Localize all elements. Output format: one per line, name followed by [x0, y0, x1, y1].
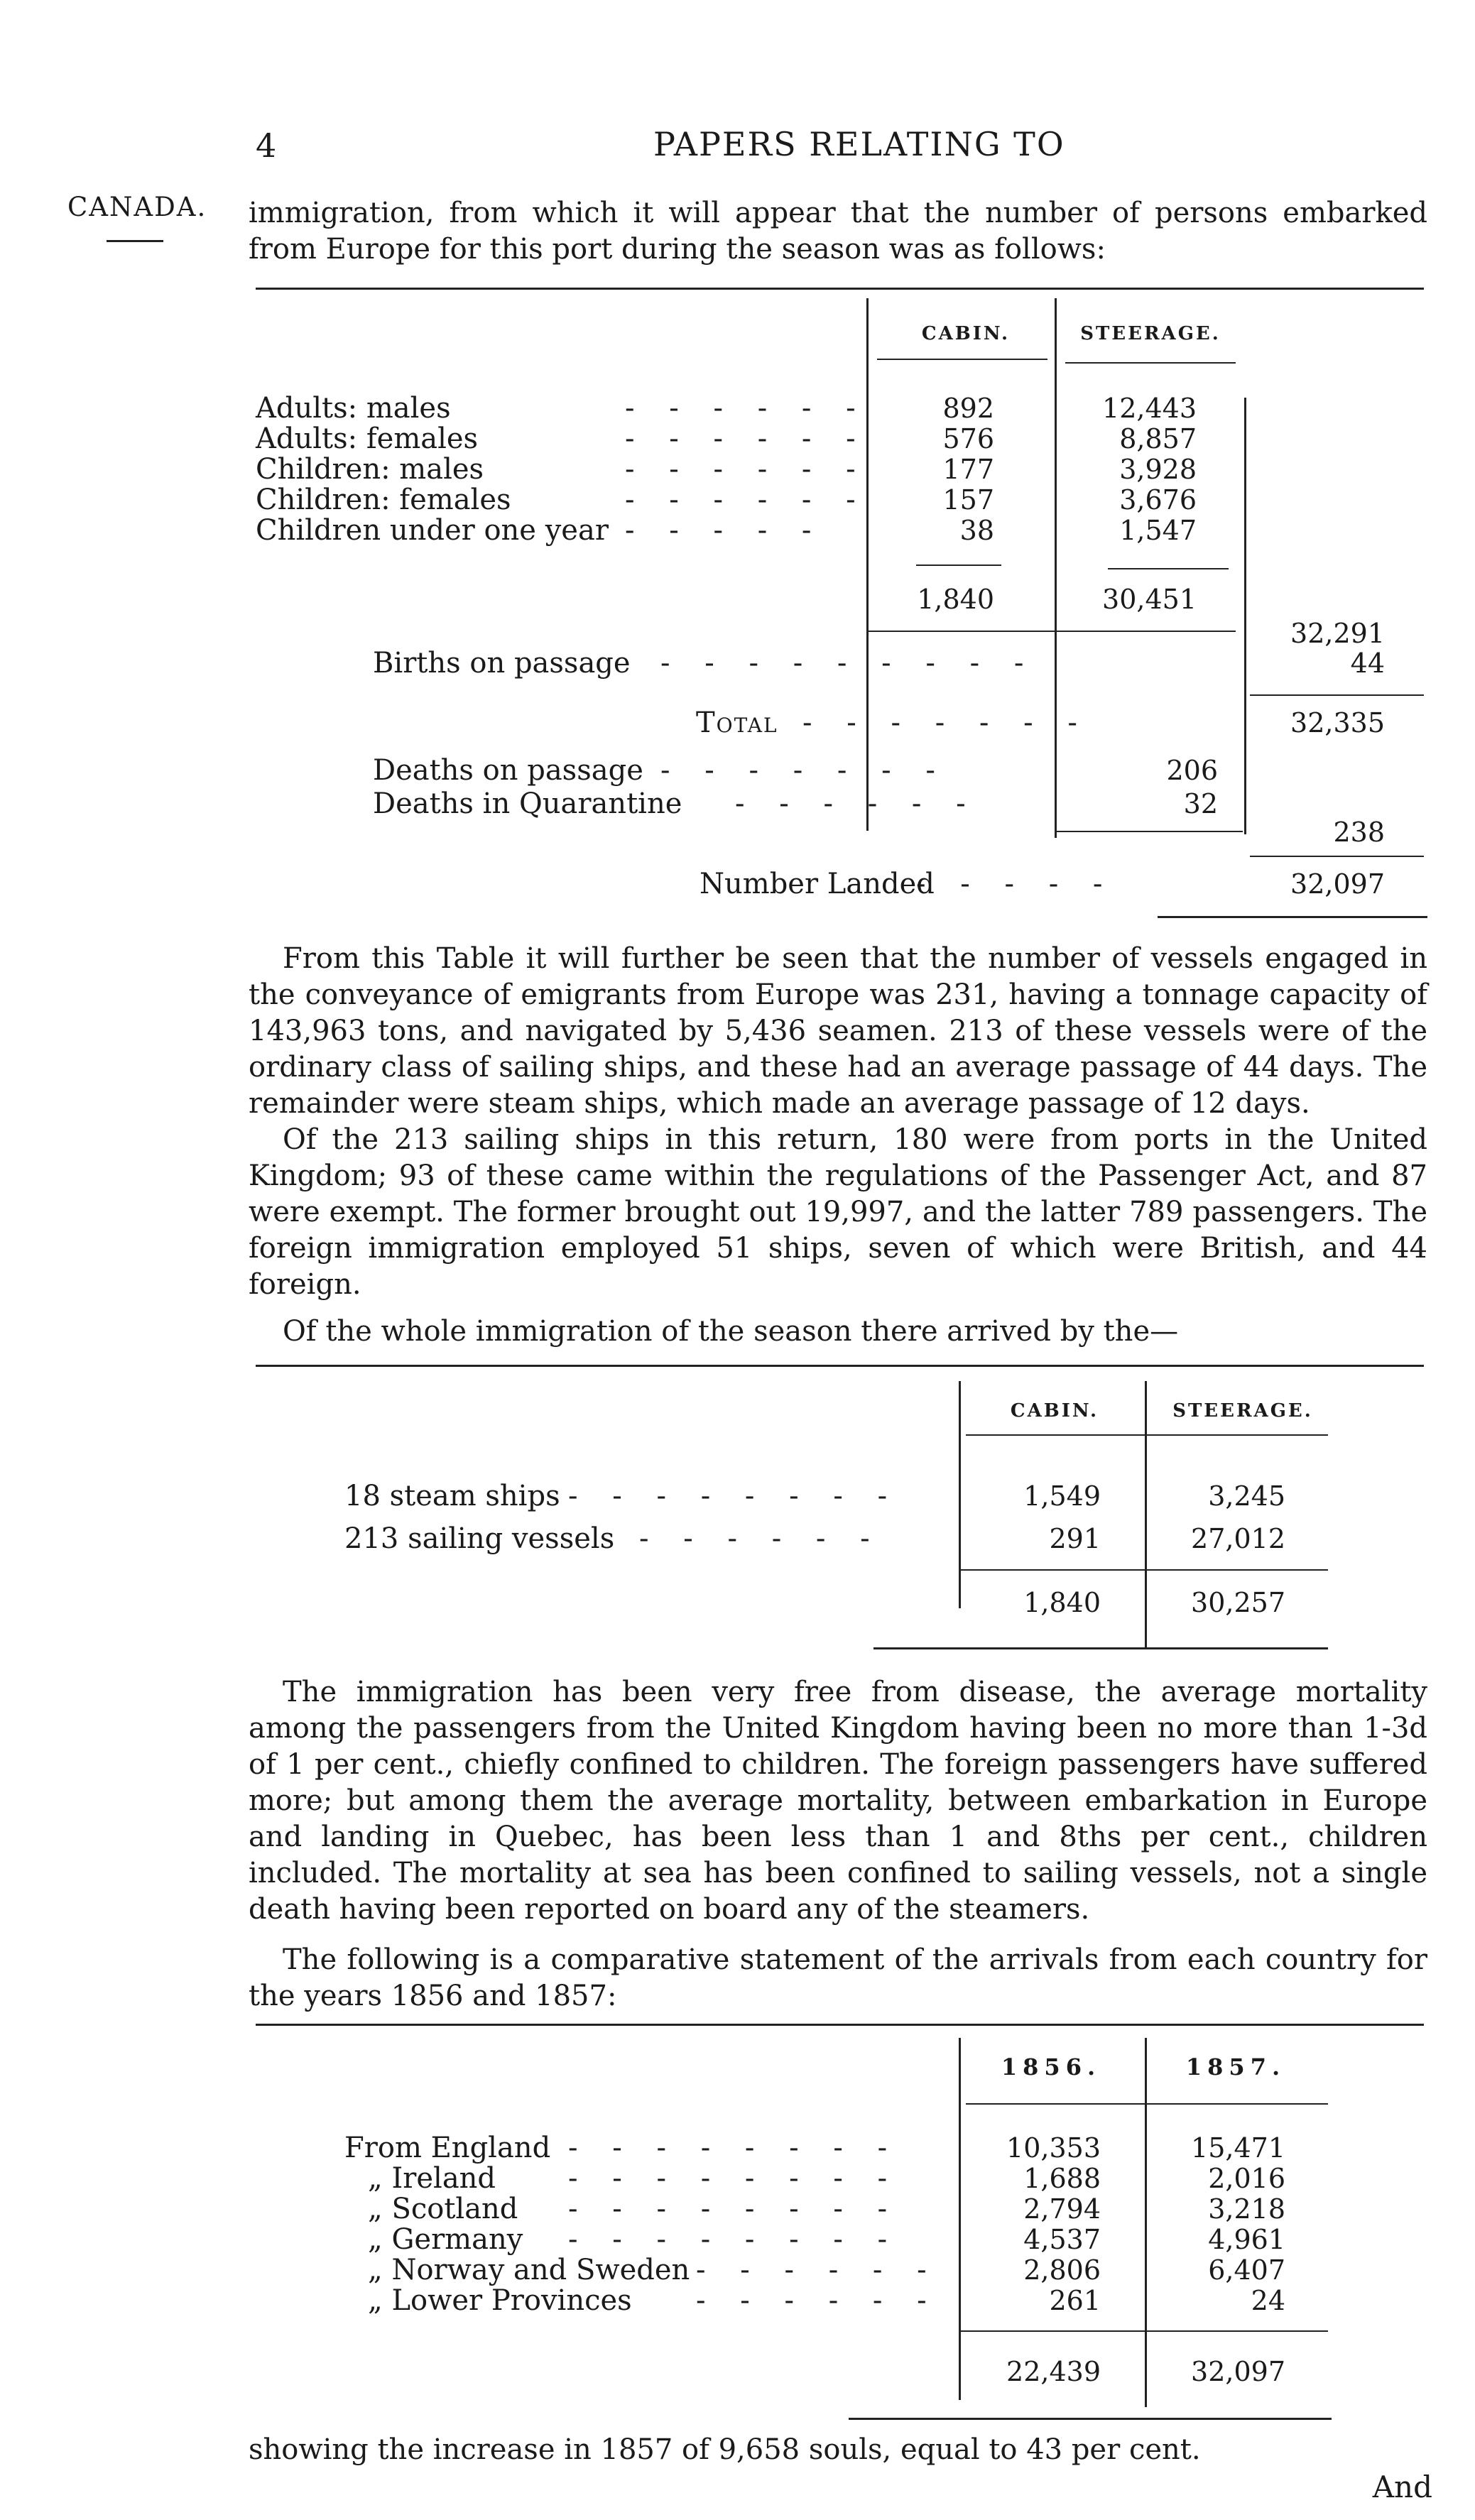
catchword: And [1372, 2470, 1432, 2504]
margin-note-rule [107, 240, 163, 242]
table2-row-steerage: 3,245 [1208, 1480, 1285, 1512]
table3-row-label: „ Ireland [368, 2162, 496, 2195]
paragraph-comparative: The following is a comparative statement of the arrivals from each country for the years 1856 and 1857: [249, 1943, 1427, 2012]
table3-row-1856: 1,688 [1023, 2163, 1101, 2194]
table1-row-steerage: 1,547 [1119, 515, 1197, 546]
table3-row-label: „ Norway and Sweden [368, 2254, 690, 2286]
table2-total-cabin: 1,840 [1023, 1587, 1101, 1618]
table1-deaths-passage-value: 206 [1166, 755, 1218, 786]
table3-row-1856: 10,353 [1006, 2132, 1101, 2164]
table3-leader: - - - - - - - - [568, 2162, 900, 2195]
table3-leader: - - - - - - - - [568, 2223, 900, 2256]
table1-deaths-total-rule [1250, 856, 1424, 857]
table3-leader: - - - - - - [696, 2284, 940, 2317]
table2-leader: - - - - - - - - [568, 1480, 900, 1512]
table2-sum-rule [959, 1569, 1328, 1571]
table2-leader: - - - - - - [639, 1522, 883, 1555]
table2-row-label: 18 steam ships [344, 1480, 560, 1512]
body-text-comparative [249, 1942, 1427, 2014]
margin-note: CANADA. [67, 192, 207, 222]
table3-row-label: „ Lower Provinces [368, 2284, 632, 2317]
table1-row-steerage: 3,676 [1119, 484, 1197, 516]
table1-row-label: Children: females [256, 484, 511, 516]
table3-header-rule [966, 2103, 1328, 2105]
table1-row-cabin: 38 [959, 515, 994, 546]
paragraph-sailing-ships: Of the 213 sailing ships in this return, 180 were from ports in the United Kingdom; 93 of these came within the regulations of the Passenger Act, and 87 were exempt. The former brought out 19,997, and the latter 789 passengers. The foreign immigration employed 51 ships, seven of which were British, and 44 foreign. [249, 1123, 1427, 1301]
table1-row-steerage: 8,857 [1119, 423, 1197, 454]
paragraph-vessels: From this Table it will further be seen that the number of vessels engaged in the conveyance of emigrants from Europe was 231, having a tonnage capacity of 143,963 tons, and navigated by 5,436 seamen. 213 of these vessels were of the ordinary class of sailing ships, and these had an average passage of 44 days. The remainder were steam ships, which made an average passage of 12 days. [249, 942, 1427, 1120]
table1-divider-cabin [866, 298, 869, 831]
table1-row-cabin: 177 [942, 454, 994, 485]
table1-row-steerage: 3,928 [1119, 454, 1197, 485]
table1-header-rule-cabin [877, 359, 1047, 360]
table3-row-1857: 3,218 [1208, 2193, 1285, 2225]
table1-deaths-quarantine-value: 32 [1183, 788, 1218, 819]
table2-row-cabin: 1,549 [1023, 1480, 1101, 1512]
table3-row-1857: 6,407 [1208, 2254, 1285, 2286]
body-text-mortality [249, 1674, 1427, 1928]
table1-births-value: 44 [1350, 648, 1385, 679]
table1-deaths-total: 238 [1333, 817, 1385, 848]
table1-row-cabin: 157 [942, 484, 994, 516]
table3-top-rule [256, 2024, 1424, 2026]
table1-landed-value: 32,097 [1290, 868, 1385, 900]
table1-header-rule-steerage [1065, 362, 1236, 364]
paragraph-arrivals-intro: Of the whole immigration of the season there arrived by the— [283, 1315, 1179, 1348]
page-number: 4 [256, 126, 277, 165]
table1-subtotal-all: 32,291 [1290, 618, 1385, 649]
table2-row-label: 213 sailing vessels [344, 1522, 615, 1555]
table3-sum-rule [959, 2330, 1328, 2332]
table1-header-steerage: STEERAGE. [1080, 323, 1221, 344]
table1-deaths-rule [1055, 831, 1243, 832]
table1-sum-rule-steerage [1108, 568, 1229, 569]
table1-subtotal-steerage: 30,451 [1102, 584, 1197, 615]
table3-row-1856: 261 [1049, 2285, 1101, 2316]
table3-row-label: From England [344, 2132, 551, 2164]
paragraph-increase: showing the increase in 1857 of 9,658 souls, equal to 43 per cent. [249, 2433, 1201, 2466]
table1-header-cabin: CABIN. [921, 323, 1011, 344]
table3-divider-1857 [1145, 2038, 1147, 2407]
table3-header-1857: 1857. [1185, 2053, 1286, 2080]
table3-total-1857: 32,097 [1191, 2356, 1285, 2387]
table3-row-1856: 2,794 [1023, 2193, 1101, 2225]
table1-row-label: Children under one year [256, 514, 609, 547]
body-text-increase [249, 2432, 1427, 2468]
table2-row-cabin: 291 [1049, 1523, 1101, 1554]
table3-divider-1856 [959, 2038, 961, 2400]
table1-leader: - - - - - - [625, 392, 869, 425]
table2-top-rule [256, 1365, 1424, 1367]
intro-text: immigration, from which it will appear that the number of persons embarked from Europe for this port during the season was as follows: [249, 197, 1427, 266]
table3-row-1856: 4,537 [1023, 2224, 1101, 2255]
table2-header-steerage: STEERAGE. [1172, 1400, 1313, 1422]
table1-leader: - - - - - [625, 514, 824, 547]
table1-bottom-rule [1158, 916, 1427, 918]
table2-header-cabin: CABIN. [1010, 1400, 1099, 1422]
table2-divider-steerage [1145, 1381, 1147, 1647]
table3-header-1856: 1856. [1001, 2053, 1101, 2080]
table2-total-steerage: 30,257 [1191, 1587, 1285, 1618]
table1-row-label: Adults: females [256, 422, 479, 455]
table1-leader: - - - - - - - [802, 707, 1090, 739]
table3-leader: - - - - - - - - [568, 2132, 900, 2164]
table1-births-label: Births on passage [373, 647, 631, 680]
body-text-vessels [249, 941, 1427, 1303]
table1-landed-label: Number Landed [700, 868, 935, 900]
table1-sum-rule-cabin [916, 564, 1001, 566]
table1-leader: - - - - - - [625, 453, 869, 486]
table1-deaths-passage-label: Deaths on passage [373, 754, 643, 787]
table1-row-label: Children: males [256, 453, 484, 486]
table1-leader: - - - - - - - [660, 754, 948, 787]
table1-subtotal-cabin: 1,840 [917, 584, 994, 615]
table1-row-steerage: 12,443 [1102, 393, 1197, 424]
table3-row-label: „ Germany [368, 2223, 523, 2256]
table1-divider-steerage [1055, 298, 1057, 838]
table3-leader: - - - - - - - - [568, 2193, 900, 2225]
table3-row-1856: 2,806 [1023, 2254, 1101, 2286]
body-text-arrivals-intro [249, 1314, 1427, 1350]
table3-bottom-rule [849, 2418, 1332, 2420]
table1-leader: - - - - - - [625, 422, 869, 455]
table2-header-rule [966, 1434, 1328, 1436]
table3-leader: - - - - - - [696, 2254, 940, 2286]
table2-divider-cabin [959, 1381, 961, 1608]
table1-row-label: Adults: males [256, 392, 451, 425]
table3-row-1857: 4,961 [1208, 2224, 1285, 2255]
intro-paragraph [249, 195, 1427, 268]
table3-row-1857: 15,471 [1191, 2132, 1285, 2164]
table1-row-cabin: 892 [942, 393, 994, 424]
table1-deaths-quarantine-label: Deaths in Quarantine [373, 787, 682, 820]
running-head: PAPERS RELATING TO [653, 125, 1065, 163]
table1-divider-total [1244, 398, 1246, 834]
table1-top-rule [256, 288, 1424, 290]
table3-row-1857: 24 [1251, 2285, 1285, 2316]
paragraph-mortality: The immigration has been very free from disease, the average mortality among the passengers from the United Kingdom having been no more than 1-3d of 1 per cent., chiefly confined to children. The foreign passengers have suffered more; but among them the average mortality, between embarkation in Europe and landing in Quebec, has been less than 1 and 8ths per cent., children included. The mortality at sea has been confined to sailing vessels, not a single death having been reported on board any of the steamers. [249, 1676, 1427, 1926]
table1-leader: - - - - - [916, 868, 1116, 900]
table1-births-rule [1250, 694, 1424, 696]
table1-leader: - - - - - - [735, 787, 979, 820]
table2-bottom-rule [873, 1647, 1328, 1649]
table1-total-label: Total [696, 707, 778, 739]
table3-row-1857: 2,016 [1208, 2163, 1285, 2194]
table1-row-cabin: 576 [942, 423, 994, 454]
table2-row-steerage: 27,012 [1191, 1523, 1285, 1554]
table3-total-1856: 22,439 [1006, 2356, 1101, 2387]
table3-row-label: „ Scotland [368, 2193, 518, 2225]
table1-total-value: 32,335 [1290, 707, 1385, 738]
table1-leader: - - - - - - [625, 484, 869, 516]
table1-subtotal-rule [866, 631, 1236, 632]
table1-leader: - - - - - - - - - [660, 647, 1037, 680]
